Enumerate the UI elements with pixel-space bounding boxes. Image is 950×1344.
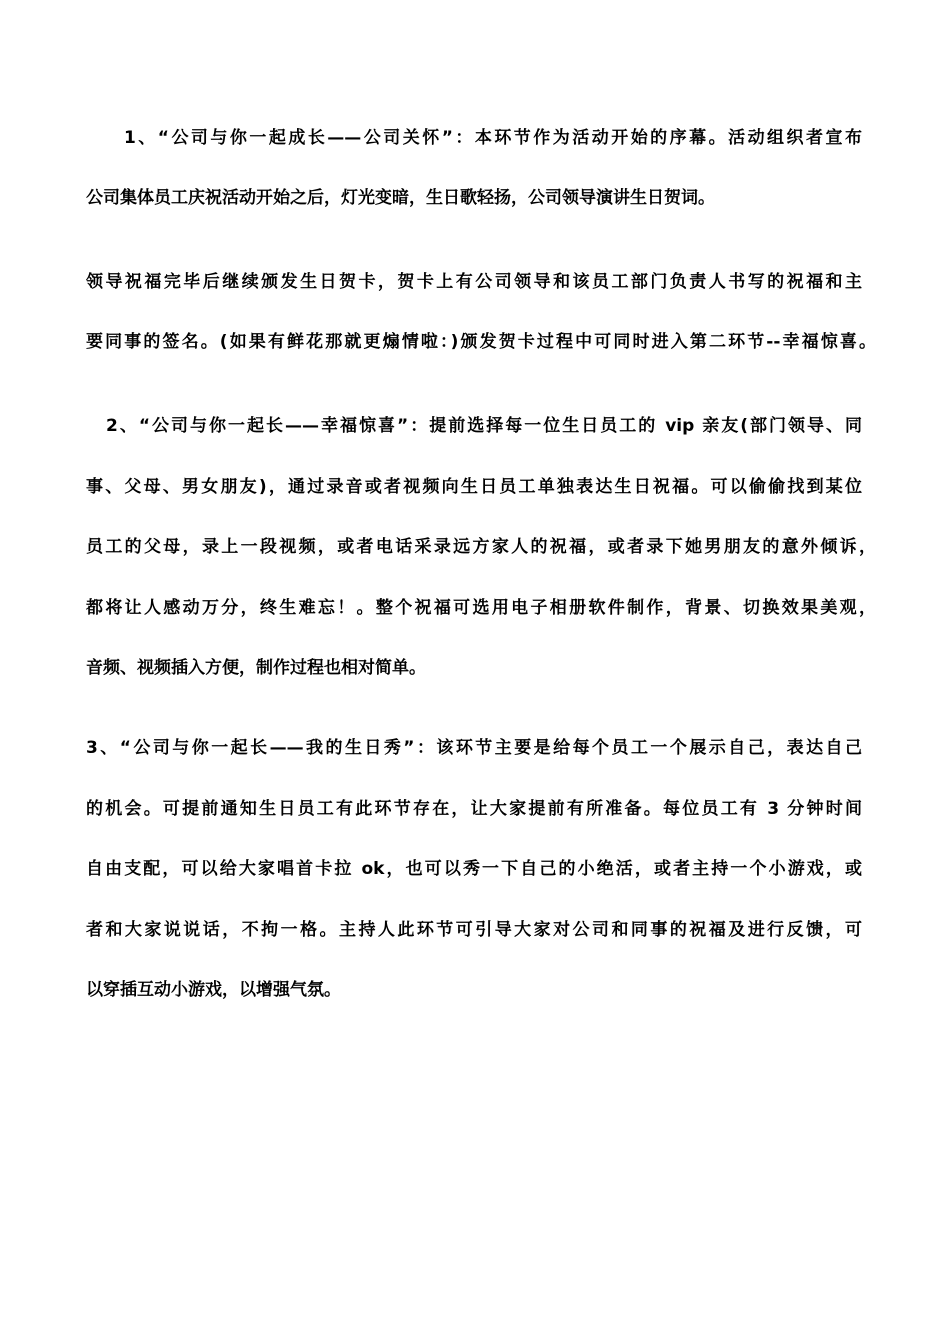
paragraph-4-line-3: 自由支配，可以给大家唱首卡拉 ok，也可以秀一下自己的小绝活，或者主持一个小游戏，或 bbox=[86, 859, 862, 879]
paragraph-4-line-2: 的机会。可提前通知生日员工有此环节存在，让大家提前有所准备。每位员工有 3 分钟时间 bbox=[86, 799, 862, 819]
paragraph-3-line-5: 音频、视频插入方便，制作过程也相对简单。 bbox=[86, 658, 426, 678]
paragraph-4-line-4: 者和大家说说话，不拘一格。主持人此环节可引导大家对公司和同事的祝福及进行反馈，可 bbox=[86, 920, 862, 940]
paragraph-4-line-1: 3、“公司与你一起长——我的生日秀”：该环节主要是给每个员工一个展示自己，表达自己 bbox=[86, 738, 862, 758]
paragraph-3-line-3: 员工的父母，录上一段视频，或者电话采录远方家人的祝福，或者录下她男朋友的意外倾诉， bbox=[86, 537, 876, 557]
paragraph-4-line-5: 以穿插互动小游戏，以增强气氛。 bbox=[86, 980, 341, 1000]
paragraph-3-line-1: 2、“公司与你一起长——幸福惊喜”：提前选择每一位生日员工的 vip 亲友(部门领导、同 bbox=[106, 416, 862, 436]
paragraph-3-line-4: 都将让人感动万分，终生难忘！。整个祝福可选用电子相册软件制作，背景、切换效果美观， bbox=[86, 598, 876, 618]
paragraph-2-line-2: 要同事的签名。(如果有鲜花那就更煽情啦：)颁发贺卡过程中可同时进入第二环节--幸福惊喜。 bbox=[86, 332, 876, 352]
paragraph-1-line-1: 1、“公司与你一起成长——公司关怀”：本环节作为活动开始的序幕。活动组织者宣布 bbox=[124, 128, 862, 148]
paragraph-2-line-1: 领导祝福完毕后继续颁发生日贺卡，贺卡上有公司领导和该员工部门负责人书写的祝福和主 bbox=[86, 272, 862, 292]
paragraph-1-line-2: 公司集体员工庆祝活动开始之后，灯光变暗，生日歌轻扬，公司领导演讲生日贺词。 bbox=[86, 188, 715, 208]
paragraph-3-line-2: 事、父母、男女朋友)，通过录音或者视频向生日员工单独表达生日祝福。可以偷偷找到某位 bbox=[86, 477, 862, 497]
